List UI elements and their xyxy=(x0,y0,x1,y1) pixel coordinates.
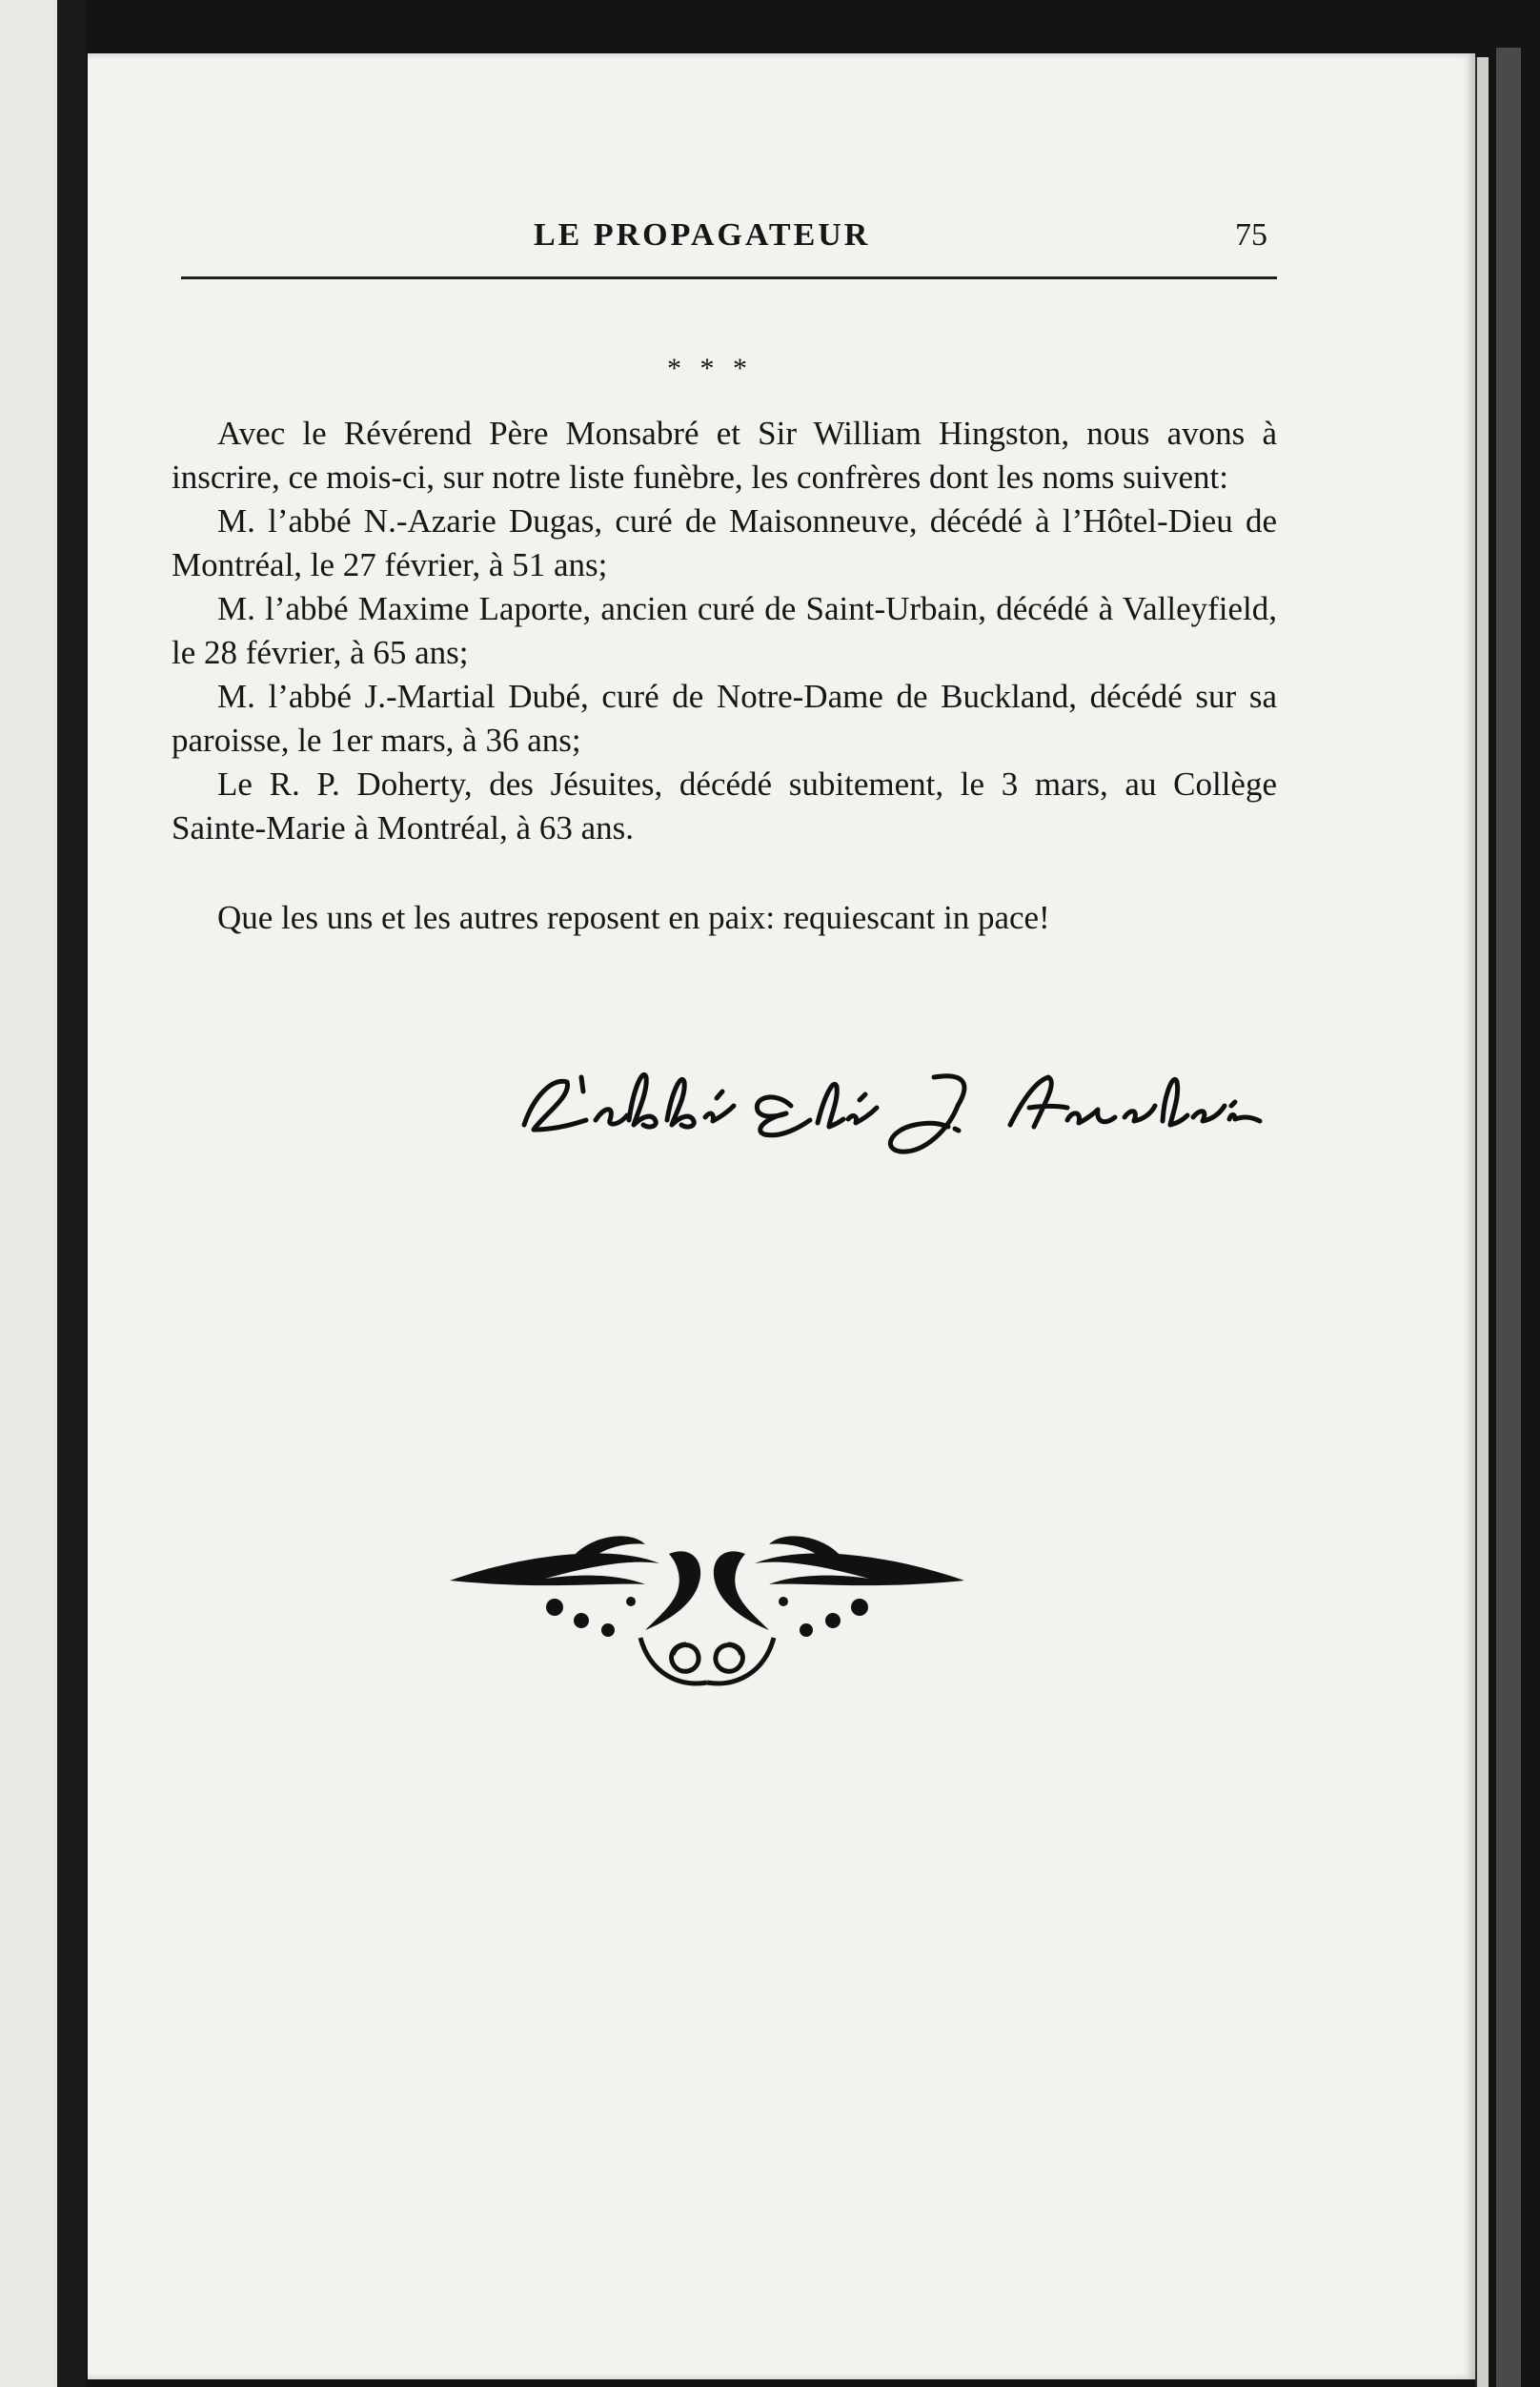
page-number: 75 xyxy=(1235,217,1267,253)
handwritten-signature xyxy=(515,1039,1267,1163)
running-header-title: LE PROPAGATEUR xyxy=(534,217,871,253)
obituary-entry: M. l’abbé N.-Azarie Dugas, curé de Maisonneuve, décédé à l’Hôtel-Dieu de Montréal, le 27 février, à 51 ans; xyxy=(172,502,1277,583)
section-asterism: * * * xyxy=(667,353,753,384)
obituary-entry: Le R. P. Doherty, des Jésuites, décédé subitement, le 3 mars, au Collège Sainte-Marie à Montréal, à 63 ans. xyxy=(172,765,1277,847)
book-cover-edge xyxy=(1496,48,1521,2387)
obituary-entry: M. l’abbé Maxime Laporte, ancien curé de Saint-Urbain, décédé à Valleyfield, le 28 février, à 65 ans; xyxy=(172,590,1277,671)
intro-paragraph: Avec le Révérend Père Monsabré et Sir William Hingston, nous avons à inscrire, ce mois-ci, sur notre liste funèbre, les confrères dont les noms suivent: xyxy=(172,415,1277,496)
page-edge xyxy=(1475,57,1489,2387)
book-gutter xyxy=(57,0,86,2387)
obituary-text xyxy=(172,412,1277,850)
obituary-entry: M. l’abbé J.-Martial Dubé, curé de Notre-Dame de Buckland, décédé sur sa paroisse, le 1er mars, à 36 ans; xyxy=(172,678,1277,759)
closing-line: Que les uns et les autres reposent en paix: requiescant in pace! xyxy=(217,899,1050,936)
header-rule xyxy=(181,276,1277,279)
page xyxy=(88,53,1475,2379)
ornamental-flourish-icon xyxy=(440,1516,974,1697)
